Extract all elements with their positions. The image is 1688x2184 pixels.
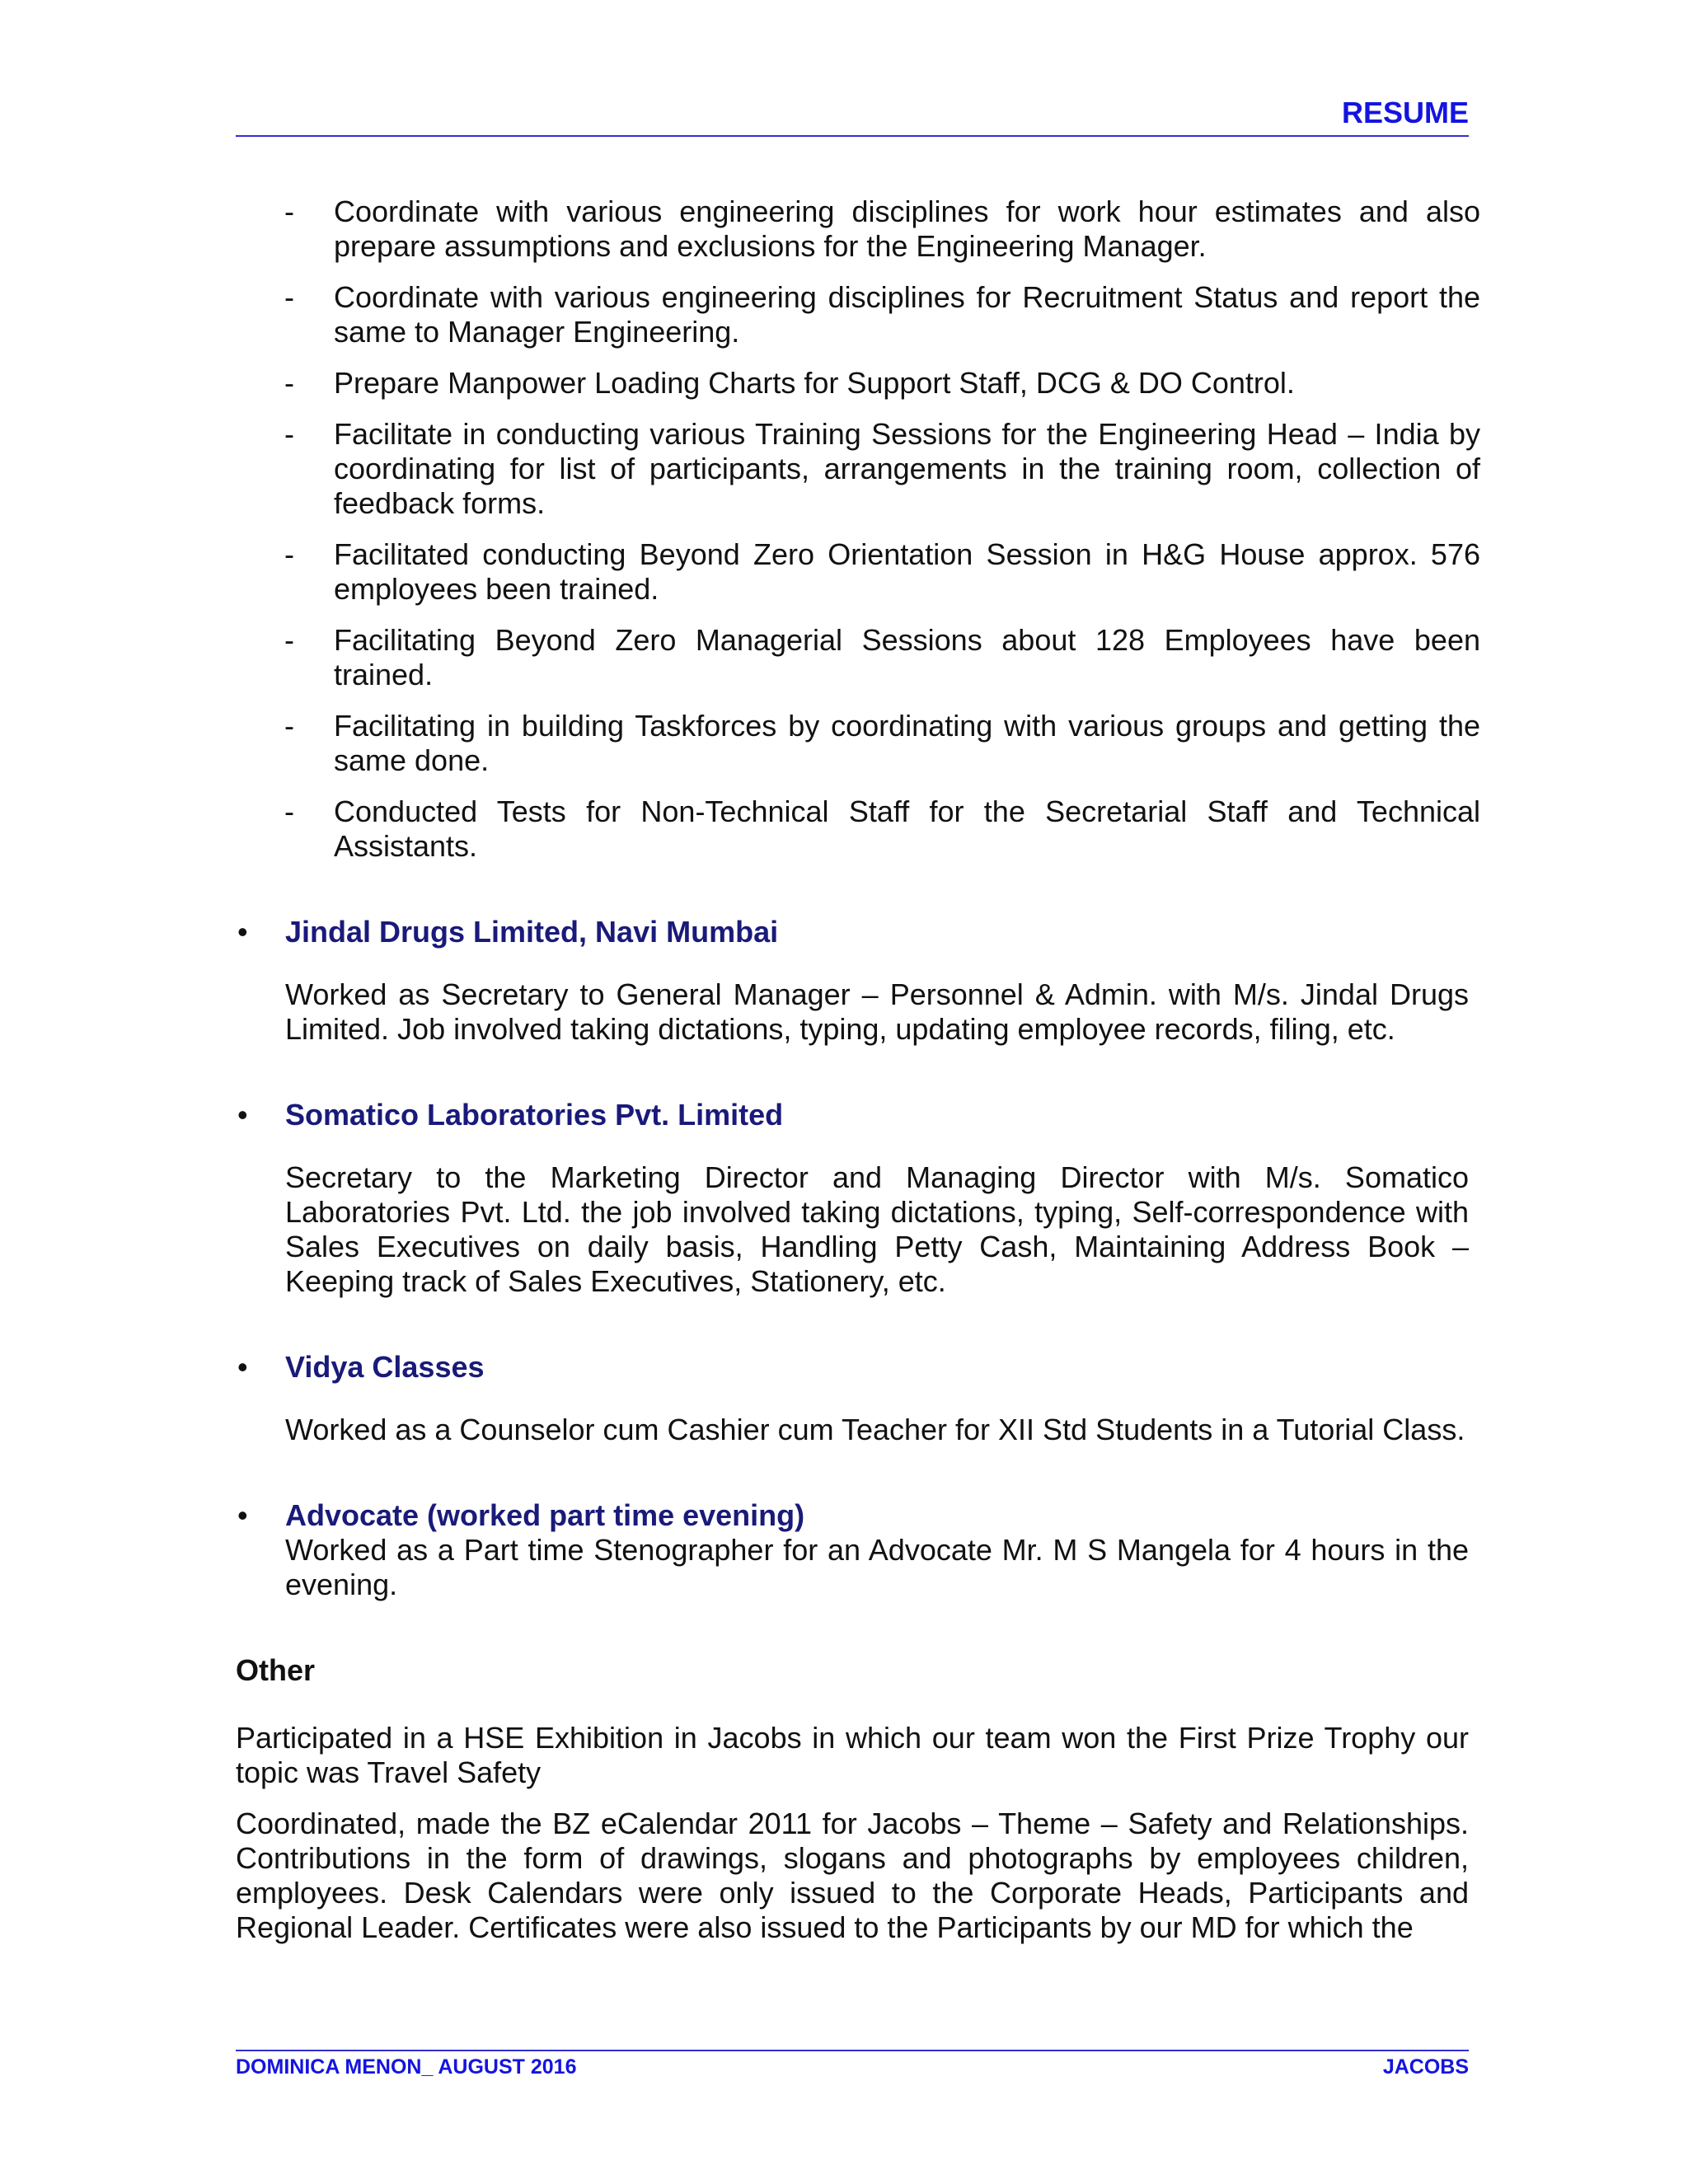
- employer-name: Advocate (worked part time evening): [285, 1498, 805, 1532]
- employer-description: Worked as Secretary to General Manager – Personnel & Admin. with M/s. Jindal Drugs Limited. Job involved taking dictations, typing, updating employee records, filing, etc.: [285, 977, 1469, 1046]
- list-item: [236, 194, 1480, 264]
- duty-text: Facilitate in conducting various Training Sessions for the Engineering Head – India by coordinating for list of participants, arrangements in the training room, collection of feedback forms.: [334, 417, 1480, 520]
- employer-section-jindal: [236, 915, 1469, 1047]
- dash-marker: -: [284, 417, 294, 451]
- list-item: [236, 794, 1480, 864]
- dash-marker: -: [284, 537, 294, 571]
- footer-divider: [236, 2050, 1469, 2051]
- employer-heading: [236, 1098, 1469, 1132]
- dash-marker: -: [284, 709, 294, 743]
- bullet-marker: •: [237, 1498, 248, 1532]
- dash-marker: -: [284, 366, 294, 400]
- duty-text: Facilitated conducting Beyond Zero Orientation Session in H&G House approx. 576 employees been trained.: [334, 537, 1480, 606]
- employer-description: Worked as a Counselor cum Cashier cum Teacher for XII Std Students in a Tutorial Class.: [285, 1413, 1465, 1446]
- dash-marker: -: [284, 623, 294, 657]
- employer-section-vidya: [236, 1350, 1469, 1447]
- dash-marker: -: [284, 194, 294, 228]
- other-paragraph: Participated in a HSE Exhibition in Jacobs in which our team won the First Prize Trophy our topic was Travel Safety: [236, 1721, 1469, 1789]
- employer-heading: [236, 915, 1469, 949]
- duties-list: [236, 194, 1480, 864]
- bullet-marker: •: [237, 1098, 248, 1132]
- bullet-marker: •: [237, 1350, 248, 1384]
- resume-content: [236, 194, 1480, 1945]
- list-item: [236, 417, 1480, 521]
- duty-text: Facilitating in building Taskforces by coordinating with various groups and getting the same done.: [334, 709, 1480, 777]
- employer-heading: [236, 1350, 1469, 1385]
- employer-name: Jindal Drugs Limited, Navi Mumbai: [285, 915, 779, 949]
- duty-text: Facilitating Beyond Zero Managerial Sessions about 128 Employees have been trained.: [334, 623, 1480, 691]
- other-heading: Other: [236, 1653, 316, 1687]
- employer-description: Worked as a Part time Stenographer for an Advocate Mr. M S Mangela for 4 hours in the evening.: [285, 1533, 1469, 1601]
- duty-text: Prepare Manpower Loading Charts for Support Staff, DCG & DO Control.: [334, 366, 1295, 400]
- footer-author-date: DOMINICA MENON_ AUGUST 2016: [236, 2055, 577, 2079]
- list-item: [236, 623, 1480, 692]
- duty-text: Coordinate with various engineering disciplines for Recruitment Status and report the same to Manager Engineering.: [334, 280, 1480, 349]
- header-divider: [236, 135, 1469, 137]
- duty-text: Conducted Tests for Non-Technical Staff for the Secretarial Staff and Technical Assistants.: [334, 794, 1480, 863]
- other-paragraph: Coordinated, made the BZ eCalendar 2011 for Jacobs – Theme – Safety and Relationships. Contributions in the form of drawings, slogans and photographs by employees children, employees. Desk Calendars were only issued to the Corporate Heads, Participants and Regional Leader. Certificates were also issued to the Participants by our MD for which the: [236, 1807, 1469, 1944]
- dash-marker: -: [284, 280, 294, 314]
- employer-name: Somatico Laboratories Pvt. Limited: [285, 1098, 784, 1132]
- employer-heading: [236, 1498, 1469, 1533]
- list-item: [236, 537, 1480, 607]
- dash-marker: -: [284, 794, 294, 828]
- page-header-title: RESUME: [1341, 96, 1469, 129]
- employer-description: Secretary to the Marketing Director and Managing Director with M/s. Somatico Laboratories Pvt. Ltd. the job involved taking dictations, typing, Self-correspondence with Sales Executives on daily basis, Handling Petty Cash, Maintaining Address Book – Keeping track of Sales Executives, Stationery, etc.: [285, 1160, 1469, 1298]
- employer-section-advocate: [236, 1498, 1469, 1602]
- list-item: [236, 366, 1480, 401]
- employer-name: Vidya Classes: [285, 1350, 485, 1384]
- list-item: [236, 709, 1480, 778]
- employer-section-somatico: [236, 1098, 1469, 1299]
- list-item: [236, 280, 1480, 349]
- bullet-marker: •: [237, 915, 248, 949]
- footer-company: JACOBS: [1382, 2055, 1469, 2079]
- duty-text: Coordinate with various engineering disciplines for work hour estimates and also prepare assumptions and exclusions for the Engineering Manager.: [334, 194, 1480, 263]
